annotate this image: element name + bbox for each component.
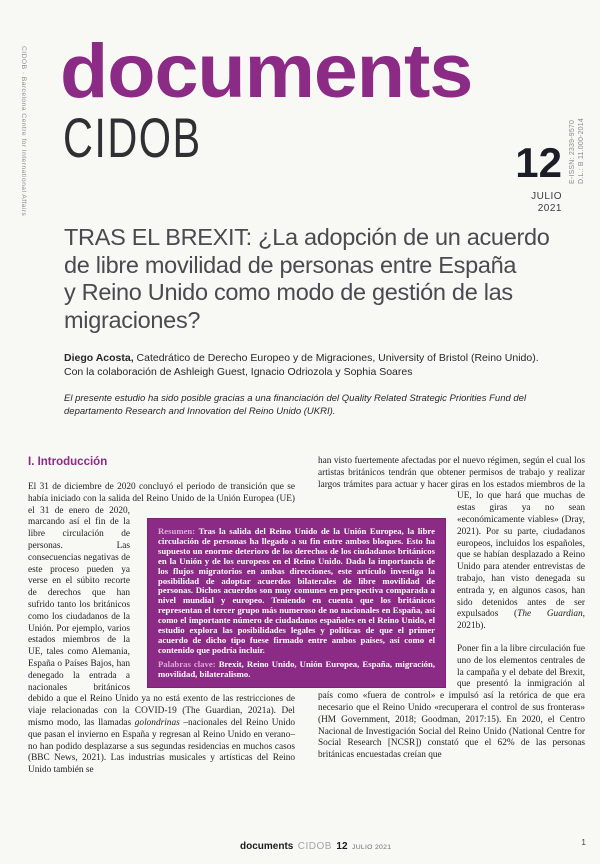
footer (240, 836, 391, 854)
issn-text: E-ISSN: 2339-9570 (569, 119, 576, 184)
footer-date: JULIO 2021 (352, 844, 392, 851)
masthead-wordmark: documents (60, 29, 473, 114)
author-name: Diego Acosta, (64, 352, 134, 364)
issue-year: 2021 (537, 203, 562, 214)
abstract-paragraph (158, 527, 435, 656)
title-line-4: migraciones? (64, 306, 201, 333)
title-line-1: TRAS EL BREXIT: ¿La adopción de un acuerdo (64, 224, 550, 250)
title-line-2: de libre movilidad de personas entre España (64, 251, 517, 278)
intro-right-part2: de estas giras ya no sean «económicamente viables» (Dray, 2021). Por su parte, ciudadanos europeos, incluidos los españoles, que se habían desplazado a Reino Unido para atender entrevistas de trabajo, han visto denegada su entrada y, en algunos casos, han sido detenidos antes de ser expulsados (The Guardian, 2021b). (457, 491, 585, 632)
section-heading: I. Introducción (28, 456, 108, 468)
keywords-paragraph (158, 660, 435, 680)
intro-left-part2: Unión Europea (UE) el 31 de enero de 2020, marcando así el fin de la libre circulación de personas. Las consecuencias negativas de este proceso pueden ya verse en el súbito recorte de derechos que han sufrido tanto los británicos como los ciudadanos de la Unión. Por ejemplo, varios estados miembros de la UE, tales como Alemania, España o Países Bajos, han denegado la entrada a nacionales británicos debido a que el Reino Unido ya no está exento de las restricciones de viaje relacionadas con la COVID-19 (The Guardian, 2021a). Del mismo modo, las llamadas golondrinas –nacionales del Reino Unido que pasan el invierno en España y regresan al Reino Unido en verano– no han podido desplazarse a sus segundas residencias en muchos casos (BBC News, 2021). Las industrias musicales y artísticas del Reino Unido también se (28, 493, 296, 776)
abstract-label: Resumen: (158, 526, 199, 536)
intro-right-part1: han visto fuertemente afectadas por el nuevo régimen, según el cual los artistas británicos tendrán que obtener permisos de trabajo y realizar largos trámites para actuar y hacer giras en los estados miembros de la UE, lo que hará que muchas (318, 456, 585, 502)
masthead-org-logo: CIDOB (63, 106, 202, 169)
spine-issn-block (568, 52, 590, 184)
byline (64, 351, 574, 379)
keywords-label: Palabras clave: (158, 658, 219, 669)
collaboration-line: Con la colaboración de Ashleigh Guest, Ignacio Odriozola y Sophia Soares (64, 366, 413, 378)
intro-left-part1: El 31 de diciembre de 2020 concluyó el periodo de transición que se había iniciado con la salida del Reino Unido de la (28, 482, 295, 504)
author-affiliation: Catedrático de Derecho Europeo y de Migraciones, University of Bristol (Reino Unido). (133, 352, 539, 364)
document-title (64, 224, 564, 334)
body-columns (28, 456, 585, 816)
issue-month: JULIO (531, 191, 562, 202)
abstract-box (147, 518, 446, 688)
title-line-3: y Reino Unido como modo de gestión de las (64, 279, 513, 305)
spine-publisher-text: CIDOB · Barcelona Centre for International Affairs (20, 46, 27, 217)
intro-paragraph-right-2: Poner fin a la libre circulación fue uno de los elementos centrales de la campaña y el debate del Brexit, que presentó la inmigración al país como «fuera de control» e impulsó así la retórica de que era necesario que el Reino Unido «recuperara el control de sus fronteras» (HM Government, 2018; Goodman, 2017:15). En 2020, el Centro Nacional de Investigación Social del Reino Unido (National Centre for Social Research [NCSR]) constató que el 62% de las personas británicas encuestadas creían que (318, 643, 585, 761)
deposit-legal-text: D.L.: B 11.000-2014 (578, 118, 585, 184)
footer-org: CIDOB (297, 841, 332, 852)
footer-issue-number: 12 (336, 841, 348, 852)
keywords-text: Brexit, Reino Unido, Unión Europea, España, migración, movilidad, bilateralismo. (158, 658, 435, 679)
page-number: 1 (581, 837, 586, 847)
footer-brand: documents (240, 841, 294, 852)
author-line (64, 351, 574, 365)
issue-number: 12 (515, 139, 562, 186)
funding-note: El presente estudio ha sido posible gracias a una financiación del Quality Related Strategic Priorities Fund del departamento Research and Innovation del Reino Unido (UKRI). (64, 393, 527, 417)
abstract-text: Tras la salida del Reino Unido de la Unión Europea, la libre circulación de personas ha llegado a su fin entre ambos bloques. Esto ha supuesto un enorme deterioro de los derechos de los ciudadanos británicos en la Unión y de los europeos en el Reino Unido. Dada la importancia de los flujos migratorios en ambas direcciones, este artículo investiga la posibilidad de adoptar acuerdos bilaterales de libre movilidad de personas. Dichos acuerdos son muy comunes en perspectiva comparada a nivel mundial y europeo. Teniendo en cuenta que los británicos representan el tercer grupo más numeroso de no nacionales en España, así como el importante número de ciudadanos españoles en el Reino Unido, el estudio explora las posibilidades legales y políticas de que el primer acuerdo de dicho tipo fuese firmado entre ambos países, así como el contenido que podría incluir. (158, 526, 435, 655)
